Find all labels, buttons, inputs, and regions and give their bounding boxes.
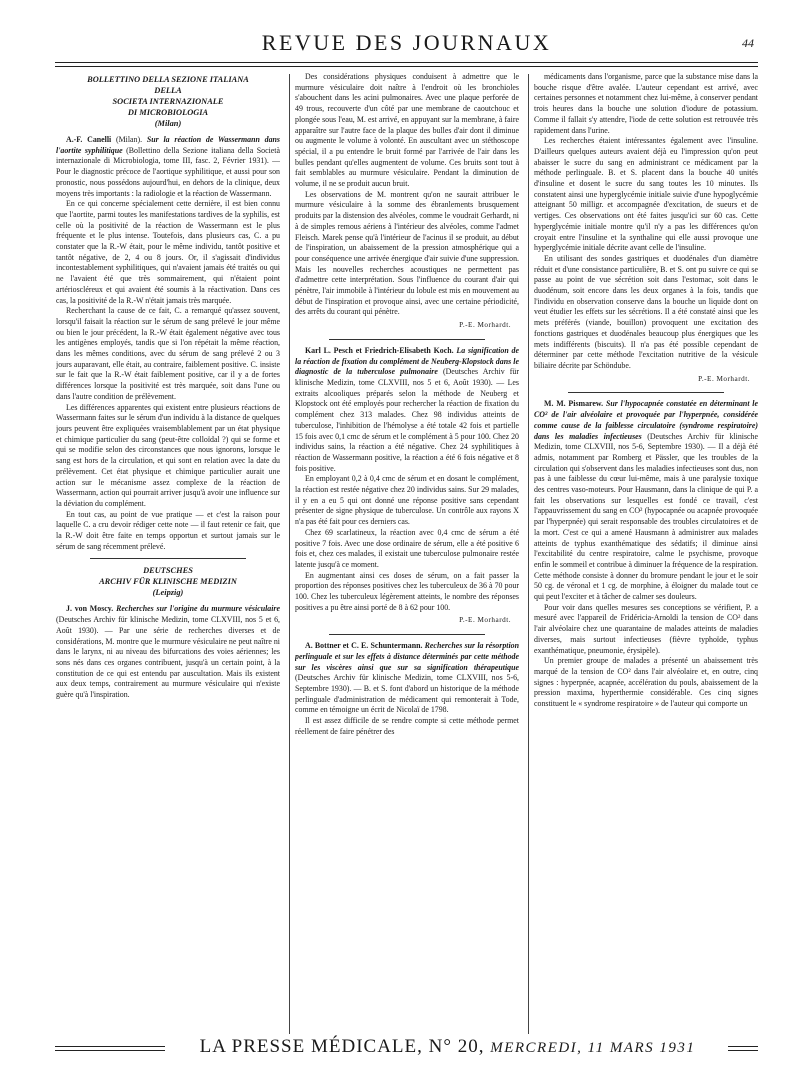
- paragraph: Les observations de M. montrent qu'on ne saurait attribuer le murmure vésiculaire à la somme des ébranlements brusquement produits par la distension des alvéoles, comme le voudrait Gerhardt, ni à de simples remous aériens à l'intérieur des alvéoles, comme l'admet Fleisch. Marek pense qu'à l'intérieur de l'acinus il se produit, au début de l'inspiration, un abaissement de la pression atmosphérique qui a pour conséquence une arrivée énergique d'air suivie d'une suppression. Mais les nouvelles recherches acoustiques ne permettent pas d'admettre cette interprétation. Sous l'influence du courant d'air qui pénètre, l'air immobile à l'intérieur du lobule est mis en mouvement au début de l'inspiration et provoque ainsi, avec une certaine périodicité, des arrêts du courant qui pénètre.: [295, 189, 519, 317]
- article-author-note: (Milan).: [111, 135, 147, 144]
- section-heading-line: DEUTSCHES: [143, 566, 193, 576]
- paragraph: Chez 69 scarlatineux, la réaction avec 0,4 cmc de sérum a été positive 7 fois. Avec une dose ordinaire de sérum, elle a été positive 6 fois et, chez ces malades, il existait une tuberculose pulmonaire restée latente jusqu'à ce moment.: [295, 527, 519, 569]
- paragraph: En employant 0,2 à 0,4 cmc de sérum et en dosant le complément, la réaction est restée négative chez 20 individus sains. Sur 29 malades, il y en a eu 5 qui ont donné une réponse positive sans cependant présenter de signe physique de tuberculose. Un contrôle aux rayons X n'a pas été fait pour ces derniers cas.: [295, 474, 519, 527]
- column-left: [56, 72, 280, 1032]
- page-number: 44: [742, 36, 754, 50]
- article-title: Sur l'hypocapnée constatée en déterminant le CO² de l'air alvéolaire et provoquée par l'hyperpnée, considérée comme cause de la faiblesse circulatoire (syndrome respiratoire) dans les maladies infectieuses: [534, 399, 758, 441]
- article-title: Sur la réaction de Wassermann dans l'aortite syphilitique: [56, 135, 280, 155]
- article-lead: [295, 641, 519, 716]
- header-rule: [55, 62, 758, 67]
- article-lead: [56, 135, 280, 199]
- column-right: [534, 72, 758, 1032]
- footer-text: [171, 1036, 724, 1058]
- paragraph: Des considérations physiques conduisent à admettre que le murmure vésiculaire doit naître à l'endroit où les bronchioles s'abouchent dans les acini pulmonaires. Avec une plaque perforée de 49 trous, recouverte d'un côté par une membrane de caoutchouc et plongée sous l'eau, M. est arrivé, en appuyant sur la membrane, à faire apparaître sur l'autre face de la plaque des bulles d'air dont il diminue ou augmente le volume à volonté. En auscultant avec un stéthoscope spécial, il a pu entendre le bruit formé par l'arrivée de l'air dans les bulles pendant qu'elles augmentent de volume. Ces bruits sont tout à fait semblables au murmure vésiculaire. Pendant la diminution de volume, il ne se produit aucun bruit.: [295, 72, 519, 189]
- paragraph: Les recherches étaient intéressantes également avec l'insuline. D'ailleurs quelques auteurs avaient déjà eu l'impression qu'on peut abaisser le sucre du sang en administrant ce médicament par la méthode perlinguale. B. et S. placent dans la bouche 40 unités d'insuline et dosent le sucre du sang toutes les 10 minutes. Ils constatent ainsi une hyperglycémie initiale suivie d'une hypoglycémie atteignant 50 milligr. et accompagnée d'excitation, de sueurs et de vertiges. Ces observations ont été faites jusqu'ici sur 60 cas. Cette hyperglycémie initiale montre qu'il n'y a pas les différences qu'on croyait entre l'insuline et la synthaline qui elle aussi provoque une hyperglycémie initiale décrite avant celle de l'insuline.: [534, 136, 758, 253]
- paragraph: En ce qui concerne spécialement cette dernière, il est bien connu que l'aortite, parmi toutes les manifestations tardives de la syphilis, est celle où la positivité de la réaction de Wassermann est le plus fréquente et le plus intense. Toutefois, dans plusieurs cas, C. a pu constater que la R.-W était, pour le même individu, tantôt positive et tantôt négative, de 2, 4 ou 8 jours. Or, il s'agissait d'individus incontestablement syphilitiques, qui n'avaient jamais été traités ou qui ne l'avaient été que très sommairement, qui n'étaient point artérioscléreux et qui avaient été soumis à la réactivation. Dans ces cas, la positivité de la R.-W n'était jamais très marquée.: [56, 199, 280, 305]
- article-author: A. Bottner et C. E. Schuntermann.: [305, 641, 423, 651]
- section-heading-line: (Leipzig): [152, 588, 184, 598]
- column-divider: [528, 74, 529, 1034]
- paragraph: Pour voir dans quelles mesures ses conceptions se vérifient, P. a mesuré avec l'appareil de Fridéricia-Arnoldi la tension de CO² dans l'air alvéolaire chez une quarantaine de malades atteints de maladies diverses, mais surtout infectieuses (fièvre typhoïde, typhus exanthématique, pneumonie, érysipèle).: [534, 602, 758, 655]
- author-signature: P.-E. Morhardt.: [459, 321, 511, 330]
- author-signature: P.-E. Morhardt.: [459, 616, 511, 625]
- article-author: M. M. Pismarew.: [544, 399, 604, 409]
- section-heading-line: BOLLETTINO DELLA SEZIONE ITALIANA: [87, 75, 249, 84]
- article-body: (Deutsches Archiv für klinische Medizin, tome CLXVIII, nos 5 et 6, Août 1930). — Les extraits alcooliques préparés selon la méthode de Neuberg et Klopstock ont été employés pour rechercher la réaction de fixation du complément chez 313 malades. Chez 98 individus atteints de tuberculose, l'inhibition de l'hémolyse a été totale 42 fois et partielle 15 fois avec 0,1 cmc de sérum et le complément à 5 pour 100. Chez 20 individus sains, la réaction a été négative. Chez 24 syphilitiques à réaction de Wassermann positive, la réaction a été 6 fois négative et 8 fois positive.: [295, 367, 519, 473]
- page-footer: [55, 1036, 758, 1060]
- column-divider: [289, 74, 290, 1034]
- page-header: [55, 30, 758, 62]
- paragraph: Un premier groupe de malades a présenté un abaissement très marqué de la tension de CO² dans l'air alvéolaire et, en outre, cinq signes : hyperpnée, acapnée, accélération du pouls, abaissement de la pression maxima, hyperthermie considérable. Ces cinq signes constituent le « syndrome respiratoire » de l'auteur qui comporte un: [534, 656, 758, 709]
- paragraph: Les différences apparentes qui existent entre plusieurs réactions de Wassermann faites sur le sérum d'un individu à la distance de quelques jours peuvent être expliquées vraisemblablement par un état physique et chimique particulier du sang (peut-être colloïdal ?) qui se forme et qui se modifie selon des circonstances que nous ignorons, lorsque le sang est hors de la circulation, et qui sont en relation avec la date du prélèvement. Cet état physique et chimique particulier aurait une action sur le mécanisme assez complexe de la réaction de Wassermann, action qui pourrait arriver jusqu'à avoir une influence sur la déviation du complément.: [56, 402, 280, 508]
- footer-rule: [728, 1046, 758, 1051]
- author-signature: P.-E. Morhardt.: [698, 374, 750, 383]
- article-separator: [568, 392, 725, 393]
- section-heading-line: SOCIETA INTERNAZIONALE: [112, 97, 224, 106]
- article-separator: [329, 339, 486, 340]
- section-heading-line: (Milan): [154, 119, 182, 128]
- paragraph: Il est assez difficile de se rendre compte si cette méthode permet réellement de faire pénétrer des: [295, 716, 519, 736]
- article-lead: [56, 604, 280, 700]
- section-heading-line: DELLA: [154, 86, 182, 95]
- section-heading-line: DI MICROBIOLOGIA: [127, 108, 209, 117]
- article-title: Recherches sur l'origine du murmure vésiculaire: [116, 604, 280, 614]
- paragraph: En augmentant ainsi ces doses de sérum, on a fait passer la proportion des réponses positives chez les tuberculeux de 36 à 70 pour 100. Chez les tuberculeux légèrement atteints, le nombre des réponses positives a pu être ainsi porté de 8 à 62 pour 100.: [295, 570, 519, 612]
- page-title: REVUE DES JOURNAUX: [261, 30, 552, 55]
- footer-date: MERCREDI, 11 MARS 1931: [490, 1040, 696, 1056]
- article-author: J. von Moscy.: [66, 604, 114, 614]
- article-body: (Deutsches Archiv für klinische Medizin, tome CLXVIII, nos 5-6, Septembre 1930). — Il a déjà été admis, notamment par Romberg et Pässler, que les troubles de la circulation qui s'observent dans les maladies infectieuses sont dus, non pas à une faiblesse du cœur lui-même, mais à une paralysie toxique des centres vaso-moteurs. Pour Hausmann, dans la clinique de qui P. a fait les observations sur lesquelles est fondé ce travail, c'est l'appauvrissement du sang en CO² (hypocapnée ou acapnée provoquée par l'hyperpnée) qui serait responsable des troubles circulatoires et de la mort. C'est ce qui a amené Hausmann à administrer aux malades atteints de typhus exanthématique des sédatifs; il diminue ainsi l'excitabilité du centre respiratoire, calme le psychisme, provoque enfin le sommeil et contribue à diminuer la fréquence de la respiration. Cette méthode consiste à donner du bromure pendant le jour et le soir 50 cg. de véronal et 1 cg. de morphine, à éloigner du malade tout ce qui peut l'exciter et à tâcher de calmer ses douleurs.: [534, 431, 758, 602]
- article-lead: [295, 346, 519, 474]
- article-lead: [534, 399, 758, 602]
- paragraph: médicaments dans l'organisme, parce que la substance mise dans la bouche risque d'être avalée. L'auteur cependant est arrivé, avec certaines personnes et notamment chez lui-même, à conserver pendant trois heures dans la bouche une solution d'iodure de potassium. Comme il fallait s'y attendre, l'iode de cette solution est retrouvée très rapidement dans l'urine.: [534, 72, 758, 135]
- section-separator: [90, 558, 247, 559]
- column-middle: [295, 72, 519, 1032]
- paragraph: En tout cas, au point de vue pratique — et c'est la raison pour laquelle C. a cru devoir rédiger cette note — il faut retenir ce fait, que la R.-W doit être faite en temps opportun et surtout jamais sur le sérum de sang récemment prélevé.: [56, 509, 280, 551]
- paragraph: Recherchant la cause de ce fait, C. a remarqué qu'assez souvent, lorsqu'il faisait la réaction sur le sérum de sang prélevé le jour même ou bien le jour précédent, la R.-W était également négative avec tous les antigènes employés, tandis que si l'on répétait la même réaction, dans les mêmes conditions, avec du sérum de sang prélevé 2 ou 3 jours auparavant, elle était, au contraire, faiblement positive. C. insiste sur le fait que la R.-W était faiblement positive, car il y a de fortes différences lorsque la positivité est très marquée, soit dans l'une ou dans l'autre condition de prélèvement.: [56, 306, 280, 401]
- paragraph: En utilisant des sondes gastriques et duodénales d'un diamètre réduit et d'une consistance particulière, B. et S. ont pu suivre ce qui se passe au point de vue sécrétion soit dans l'estomac, soit dans le duodénum, soit encore dans les deux organes à la fois, tandis que l'individu en observation conserve dans la bouche un liquide dont on veut étudier les effets sur les sécrétions. Il a été constaté ainsi que les mets préférés (viande, bouillon) provoquent une excitation des fonctions gastriques et duodénales beaucoup plus énergiques que les mets indifférents (biscuits). Il n'a pas été possible cependant de déterminer par cette méthode l'excitation nutritive de la vésicule biliaire décrite par Schöndube.: [534, 253, 758, 370]
- article-body: (Bollettino della Sezione italiana della Società internazionale di Microbiologia, tome III, fasc. 2, Février 1931). — Pour le diagnostic précoce de l'aortique syphilitique, et aussi pour son pronostic, nous possédons aujourd'hui, en dehors de la clinique, deux moyens très importants : la radiologie et la réaction de Wassermann.: [56, 145, 280, 198]
- article-columns: [56, 72, 758, 1032]
- footer-rule: [55, 1046, 165, 1051]
- article-separator: [329, 634, 486, 635]
- article-body: (Deutsches Archiv für klinische Medizin, tome CLXVIII, nos 5 et 6, Août 1930). — Par une série de recherches diverses et de considérations, M. montre que le murmure vésiculaire ne peut naître ni dans le larynx, ni au niveau des bifurcations des voies aériennes; les sons nés dans ces organes contribuent, jusqu'à un certain point, à la constitution de ce qui est entendu par auscultation. Mais ils existent aux deux temps, contrairement au murmure vésiculaire qui n'existe guère qu'à l'inspiration.: [56, 615, 280, 700]
- footer-publication: LA PRESSE MÉDICALE, N° 20,: [199, 1036, 485, 1057]
- article-author: A.-F. Canelli: [66, 135, 112, 144]
- article-title: La signification de la réaction de fixation du complément de Neuberg-Klopstock dans le diagnostic de la tuberculose pulmonaire: [295, 345, 519, 377]
- section-heading-line: ARCHIV FÜR KLINISCHE MEDIZIN: [99, 577, 237, 587]
- section-heading: [56, 565, 280, 598]
- article-body: (Deutsches Archiv für klinische Medizin, tome CLXVIII, nos 5-6, Septembre 1930). — B. et S. font d'abord un historique de la méthode perlinguale d'administration de médicament qui remonterait à Tode, comme en témoigne un écrit de Nicolaï de 1798.: [295, 673, 519, 715]
- section-heading: [56, 74, 280, 129]
- article-title: Recherches sur la résorption perlinguale et sur les effets à distance déterminés par cette méthode sur les viscères ainsi que sur sa signification thérapeutique: [295, 641, 519, 672]
- article-author: Karl L. Pesch et Friedrich-Elisabeth Koch.: [305, 345, 454, 355]
